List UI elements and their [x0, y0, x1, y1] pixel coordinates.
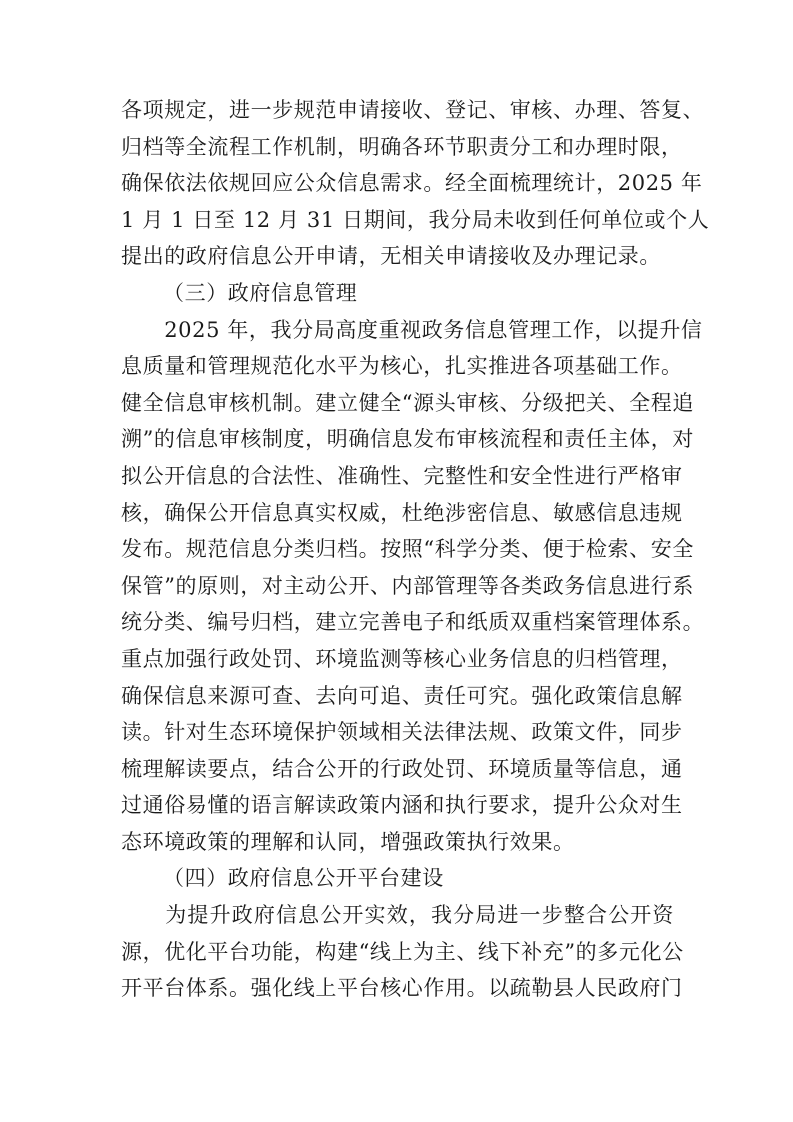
section-heading-4: （四）政府信息公开平台建设 [163, 866, 444, 891]
text-line: 核，确保公开信息真实权威，杜绝涉密信息、敏感信息违规 [121, 500, 683, 525]
text-line: 确保依法依规回应公众信息需求。经全面梳理统计，2025 年 [121, 171, 703, 196]
text-line: 梳理解读要点，结合公开的行政处罚、环境质量等信息，通 [121, 756, 683, 781]
text-line: 发布。规范信息分类归档。按照“科学分类、便于检索、安全 [121, 537, 694, 562]
text-line: 拟公开信息的合法性、准确性、完整性和安全性进行严格审 [121, 463, 683, 488]
text-line: 提出的政府信息公开申请，无相关申请接收及办理记录。 [121, 244, 661, 269]
text-line: 归档等全流程工作机制，明确各环节职责分工和办理时限， [121, 134, 683, 159]
text-line: 统分类、编号归档，建立完善电子和纸质双重档案管理体系。 [121, 610, 705, 635]
text-line: 各项规定，进一步规范申请接收、登记、审核、办理、答复、 [121, 98, 705, 122]
text-line: 读。针对生态环境保护领域相关法律法规、政策文件，同步 [121, 720, 683, 745]
section-heading-3: （三）政府信息管理 [163, 280, 358, 305]
text-line: 息质量和管理规范化水平为核心，扎实推进各项基础工作。 [121, 354, 683, 379]
text-line: 保管”的原则，对主动公开、内部管理等各类政务信息进行系 [121, 573, 694, 598]
text-line: 溯”的信息审核制度，明确信息发布审核流程和责任主体，对 [121, 427, 694, 452]
text-line: 态环境政策的理解和认同，增强政策执行效果。 [121, 829, 575, 854]
text-line: 确保信息来源可查、去向可追、责任可究。强化政策信息解 [121, 683, 683, 708]
text-line: 源，优化平台功能，构建“线上为主、线下补充”的多元化公 [121, 939, 684, 964]
text-line: 过通俗易懂的语言解读政策内涵和执行要求，提升公众对生 [121, 793, 683, 818]
text-line: 为提升政府信息公开实效，我分局进一步整合公开资 [121, 903, 674, 928]
text-line: 健全信息审核机制。建立健全“源头审核、分级把关、全程追 [121, 390, 694, 415]
document-body [121, 92, 710, 1007]
text-line: 重点加强行政处罚、环境监测等核心业务信息的归档管理， [121, 646, 683, 671]
text-line: 开平台体系。强化线上平台核心作用。以疏勒县人民政府门 [121, 976, 683, 1001]
text-line: 2025 年，我分局高度重视政务信息管理工作，以提升信 [121, 317, 703, 342]
text-line: 1 月 1 日至 12 月 31 日期间，我分局未收到任何单位或个人 [121, 207, 710, 232]
